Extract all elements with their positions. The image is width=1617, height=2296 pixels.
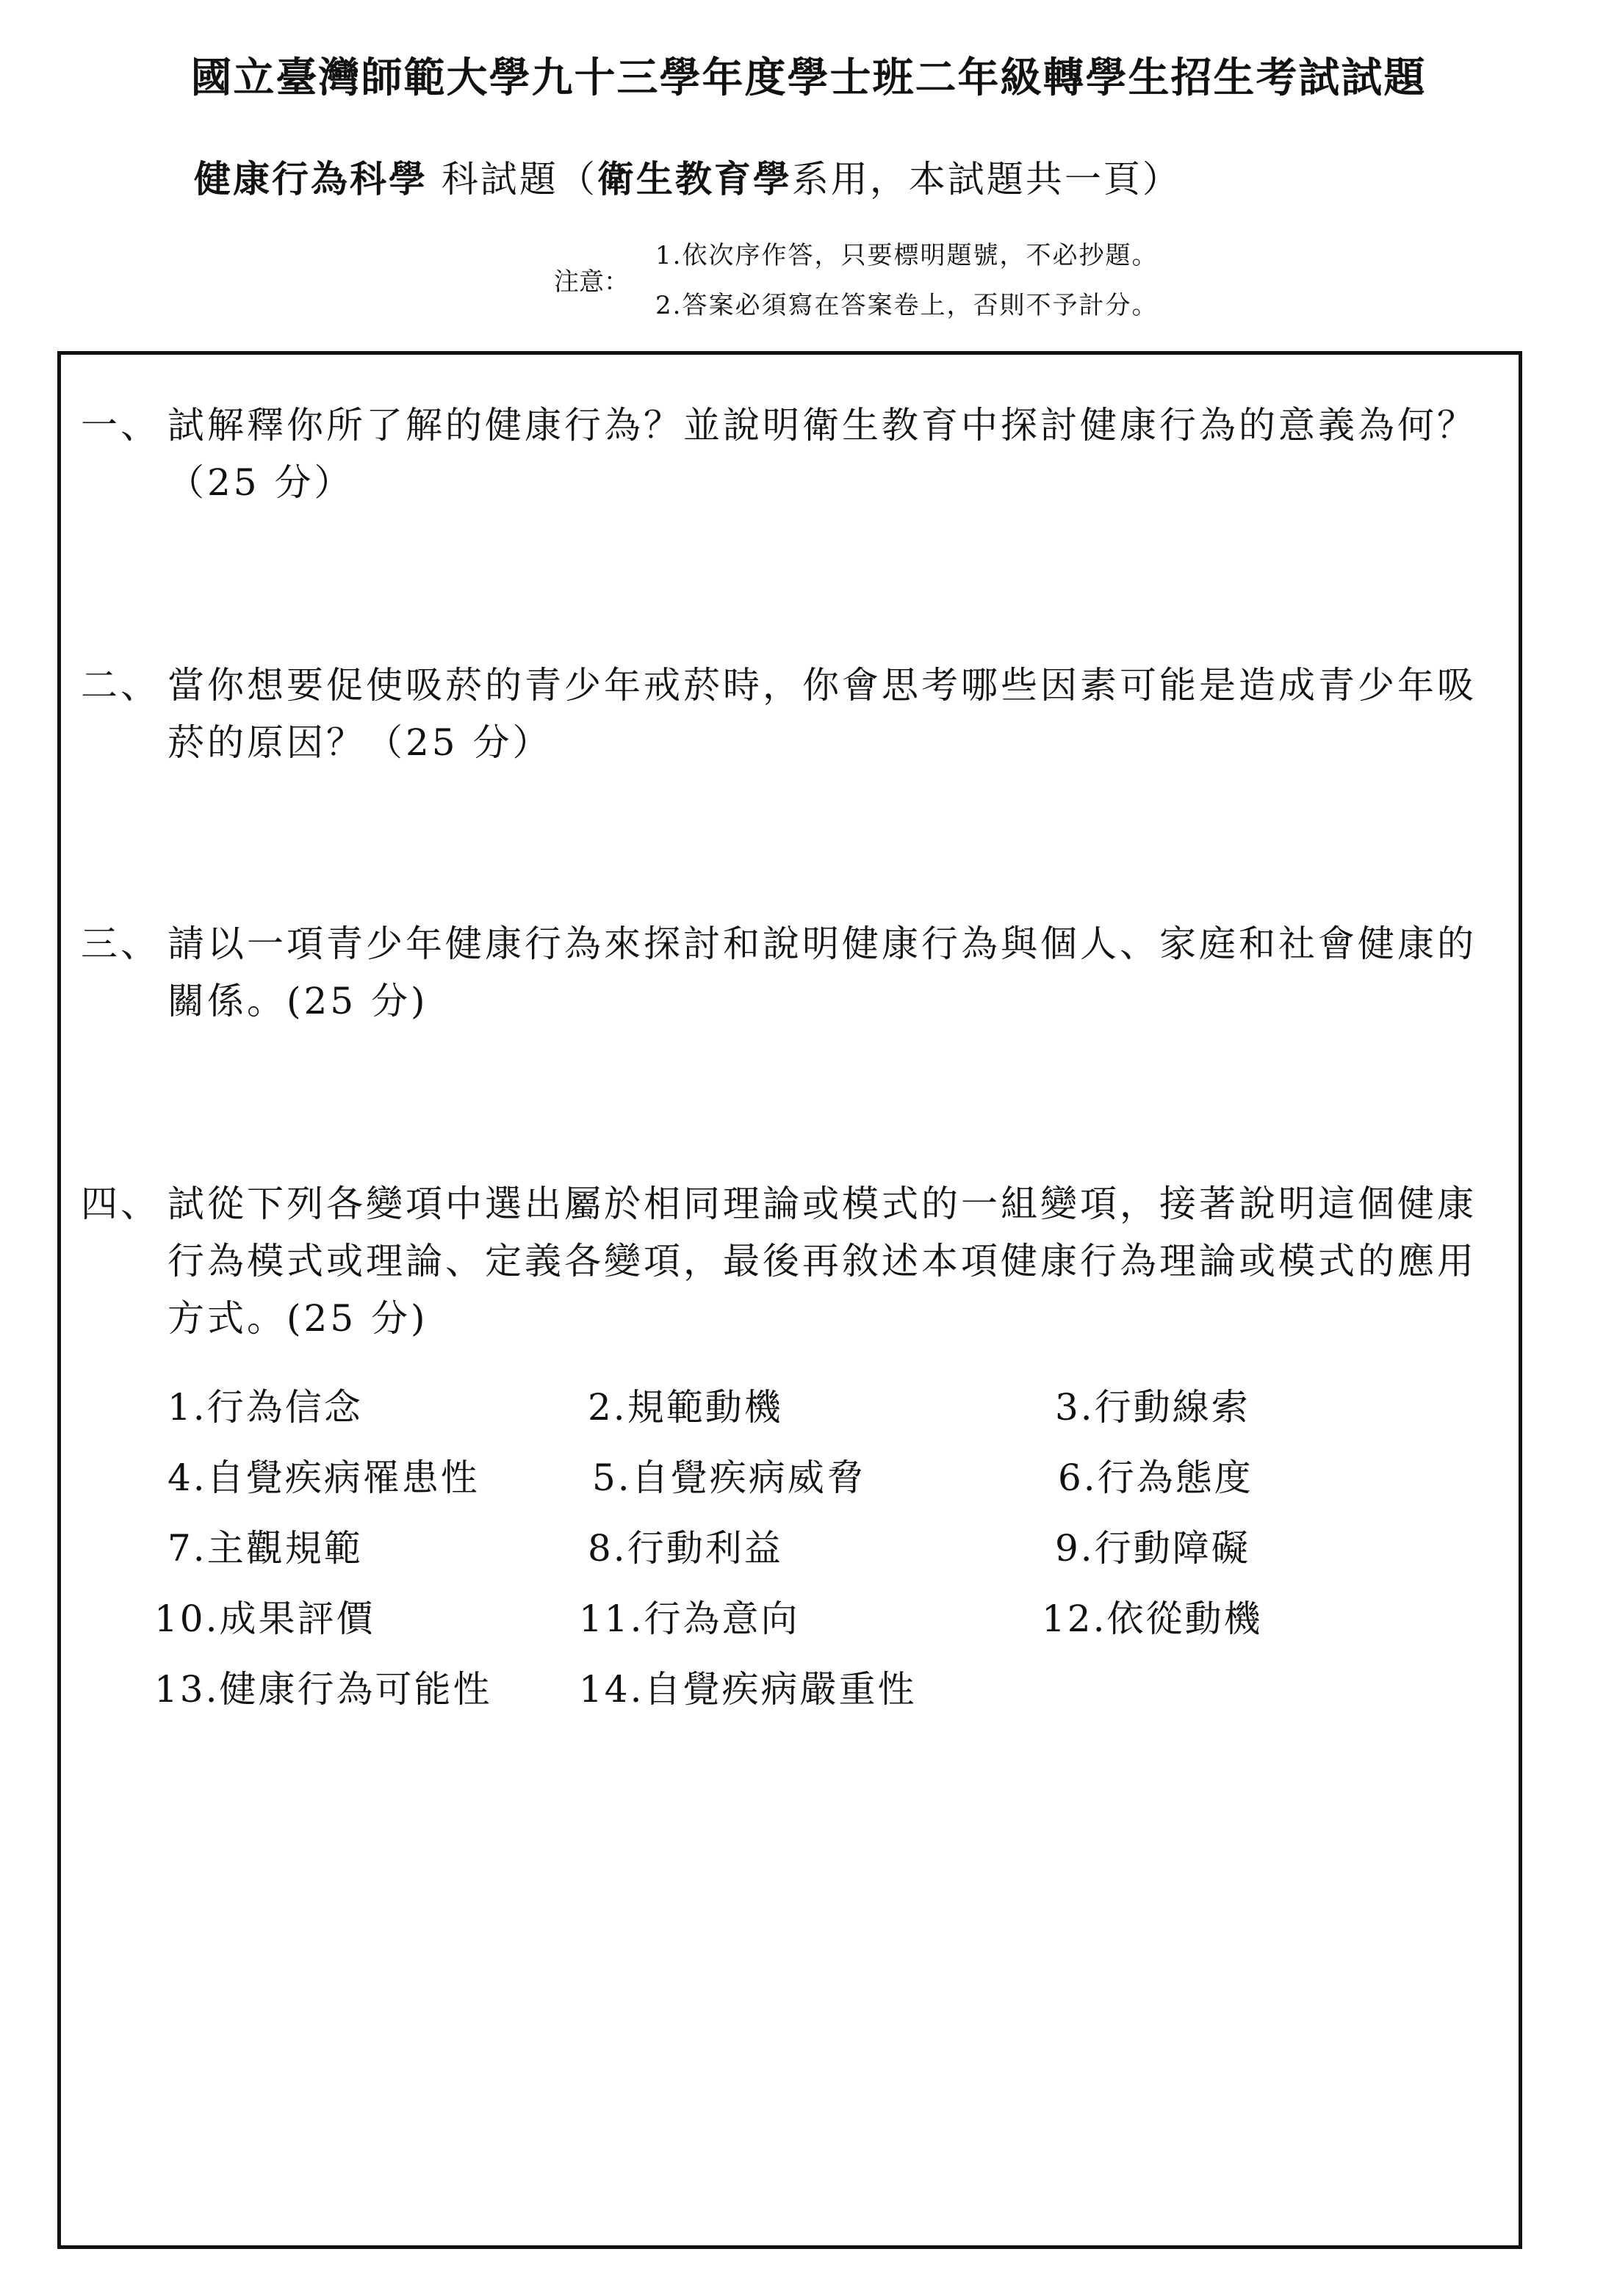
exam-subtitle bbox=[194, 150, 1181, 203]
option-item: 6.行為態度 bbox=[1058, 1456, 1253, 1499]
option-item: 4.自覺疾病罹患性 bbox=[168, 1456, 480, 1499]
option-item: 2.規範動機 bbox=[588, 1386, 783, 1429]
option-item: 14.自覺疾病嚴重性 bbox=[579, 1668, 917, 1711]
question-4 bbox=[81, 1175, 1506, 1347]
subject-suffix: 科試題（ bbox=[428, 158, 597, 201]
notice-item: 2.答案必須寫在答案卷上，否則不予計分。 bbox=[655, 291, 1159, 320]
question-number: 三、 bbox=[81, 923, 160, 965]
variable-options bbox=[0, 1366, 1617, 1748]
subject-name: 健康行為科學 bbox=[194, 157, 428, 201]
option-item: 7.主觀規範 bbox=[168, 1527, 363, 1570]
question-number: 二、 bbox=[81, 664, 160, 707]
question-number: 四、 bbox=[81, 1183, 160, 1225]
department-suffix: 系用，本試題共一頁） bbox=[791, 158, 1181, 201]
question-text: 試解釋你所了解的健康行為？並說明衛生教育中探討健康行為的意義為何？（25 分） bbox=[168, 404, 1477, 504]
option-item: 11.行為意向 bbox=[579, 1598, 800, 1640]
question-text: 試從下列各變項中選出屬於相同理論或模式的一組變項，接著說明這個健康行為模式或理論、定義各變項，最後再敘述本項健康行為理論或模式的應用方式。(25 分) bbox=[168, 1183, 1477, 1340]
question-text: 請以一項青少年健康行為來探討和說明健康行為與個人、家庭和社會健康的關係。(25 分) bbox=[168, 923, 1477, 1022]
notice-item: 1.依次序作答，只要標明題號，不必抄題。 bbox=[655, 241, 1159, 270]
question-text: 當你想要促使吸菸的青少年戒菸時，你會思考哪些因素可能是造成青少年吸菸的原因？（25 分） bbox=[168, 664, 1477, 764]
notice-label: 注意： bbox=[554, 267, 629, 297]
question-1 bbox=[81, 397, 1506, 511]
exam-title: 國立臺灣師範大學九十三學年度學士班二年級轉學生招生考試試題 bbox=[190, 54, 1427, 102]
option-item: 1.行為信念 bbox=[168, 1386, 363, 1429]
option-item: 10.成果評價 bbox=[154, 1598, 375, 1640]
option-item: 9.行動障礙 bbox=[1055, 1527, 1250, 1570]
question-2 bbox=[81, 657, 1506, 771]
question-3 bbox=[81, 915, 1506, 1030]
option-item: 5.自覺疾病威脅 bbox=[592, 1456, 865, 1499]
department-name: 衛生教育學 bbox=[597, 157, 792, 201]
option-item: 13.健康行為可能性 bbox=[154, 1668, 492, 1711]
question-number: 一、 bbox=[81, 404, 160, 447]
option-item: 3.行動線索 bbox=[1055, 1386, 1250, 1429]
option-item: 12.依從動機 bbox=[1042, 1598, 1263, 1640]
option-item: 8.行動利益 bbox=[588, 1527, 783, 1570]
